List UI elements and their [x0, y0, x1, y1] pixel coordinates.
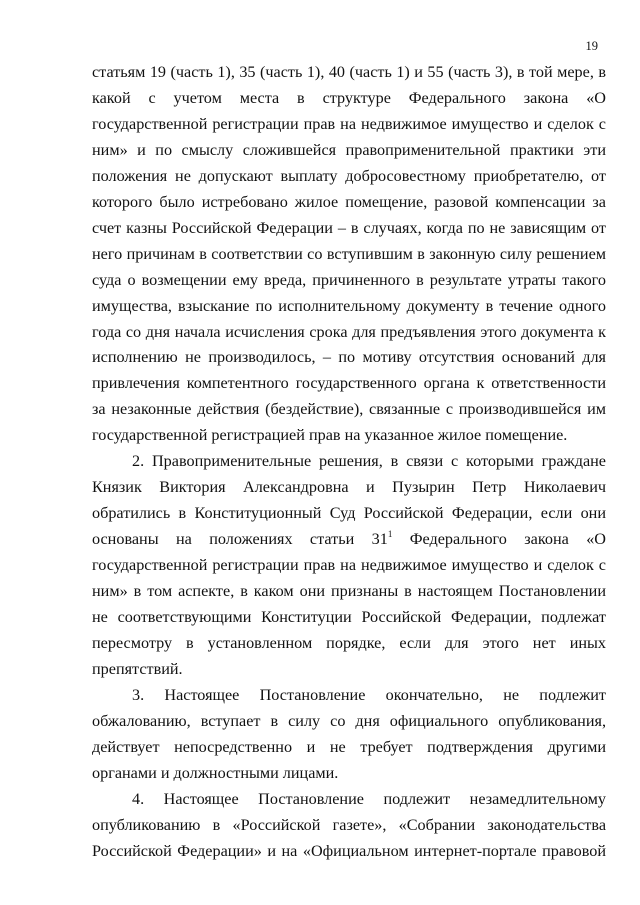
page-number: 19	[585, 39, 598, 53]
paragraph-3: 3. Настоящее Постановление окончательно, не подлежит обжалованию, вступает в силу со дня официального опубликования, действует непосредственно и не требует подтверждения другими органами и должностными лицами.	[92, 685, 606, 782]
article-superscript: 1	[387, 529, 393, 540]
paragraph-2-text-b: Федерального закона «О государственной регистрации прав на недвижимое имущество и сделок с ним» в том аспекте, в каком они признаны в настоящем Постановлении не соответствующими Конституции Российской Федерации, подлежат пересмотру в установленном порядке, если для этого нет иных препятствий.	[92, 530, 606, 678]
document-body	[92, 60, 606, 865]
paragraph-2-text-a: 2. Правоприменительные решения, в связи с которыми граждане Князик Виктория Александровна и Пузырин Петр Николаевич обратились в Конституционный Суд Российской Федерации, если они основаны на положениях статьи 31	[92, 452, 606, 549]
paragraph-4: 4. Настоящее Постановление подлежит незамедлительному опубликованию в «Российской газете», «Собрании законодательства Российской Федерации» и на «Официальном интернет-портале правовой	[92, 789, 606, 860]
paragraph-2	[92, 449, 606, 683]
paragraph-continuation: статьям 19 (часть 1), 35 (часть 1), 40 (часть 1) и 55 (часть 3), в той мере, в какой с учетом места в структуре Федерального закона «О государственной регистрации прав на недвижимое имущество и сделок с ним» и по смыслу сложившейся правоприменительной практики эти положения не допускают выплату добросовестному приобретателю, от которого было истребовано жилое помещение, разовой компенсации за счет казны Российской Федерации – в случаях, когда по не зависящим от него причинам в соответствии со вступившим в законную силу решением суда о возмещении ему вреда, причиненного в результате утраты такого имущества, взыскание по исполнительному документу в течение одного года со дня начала исчисления срока для предъявления этого документа к исполнению не производилось, – по мотиву отсутствия оснований для привлечения компетентного государственного органа к ответственности за незаконные действия (бездействие), связанные с производившейся им государственной регистрацией прав на указанное жилое помещение.	[92, 63, 606, 445]
